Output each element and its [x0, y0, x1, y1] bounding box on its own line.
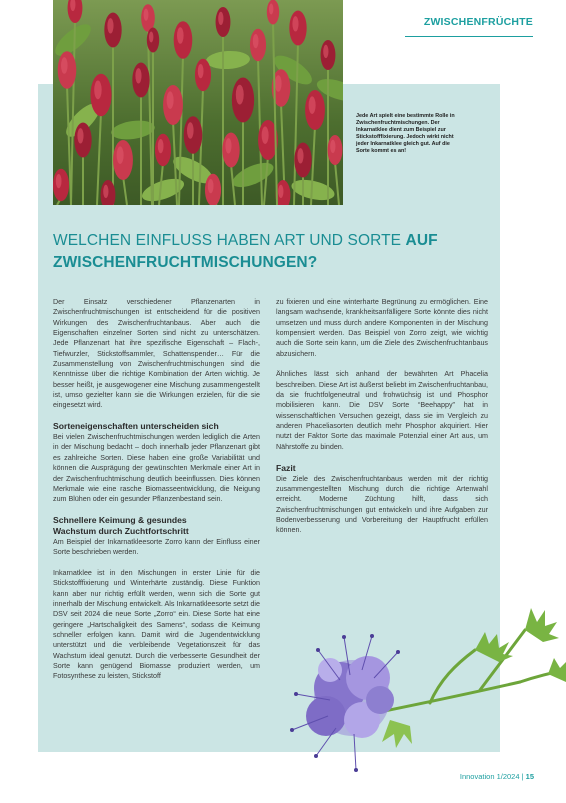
- clover-flower-highlight: [149, 32, 153, 43]
- clover-flower-highlight: [144, 9, 149, 21]
- phacelia-illustration: [270, 570, 566, 798]
- phacelia-leaves: [382, 608, 566, 748]
- clover-flower-highlight: [177, 27, 184, 44]
- paragraph-fazit: Die Ziele des Zwischenfruchtanbaus werden mit der richtig zusammengestellten Mischung durch die richtige Artenwahl erreicht. Moderne Züchtung hilft, dass sich Zwischenfruchtmischungen gut entwickeln und ihre Aufgaben zur Bodenverbesserung und Vorbereitung der Hauptfrucht erfüllen können.: [276, 474, 488, 535]
- paragraph-winterhart: zu fixieren und eine winterharte Begrünung zu ermöglichen. Eine langsam wachsende, krankheitsanfälligere Sorte könnte dies nicht umsetzen und muss durch andere Komponenten in der Mischung kompensiert werden. Das Beispiel von Zorro zeigt, wie wichtig auch die Sorte sein kann, um die Ziele des Zwischenfruchtanbaus abzusichern.: [276, 298, 488, 358]
- clover-flower-highlight: [330, 140, 335, 153]
- publication-name: Innovation 1/2024: [459, 772, 520, 781]
- article-headline: [53, 230, 473, 274]
- section-label: ZWISCHENFRÜCHTE: [423, 16, 533, 28]
- clover-flower-highlight: [208, 179, 214, 193]
- clover-flower-highlight: [269, 4, 273, 15]
- paragraph-zorro-intro: Am Beispiel der Inkarnatkleesorte Zorro kann der Einfluss einer Sorte beschrieben werden.: [53, 537, 260, 557]
- clover-flower-highlight: [198, 64, 204, 78]
- clover-flower-highlight: [323, 45, 328, 58]
- clover-flower-highlight: [218, 12, 223, 25]
- clover-stem: [335, 162, 339, 205]
- clover-flower-highlight: [56, 174, 62, 188]
- clover-flower-highlight: [94, 81, 101, 100]
- clover-stem: [97, 112, 101, 205]
- subheading-fazit: Fazit: [276, 462, 296, 473]
- clover-flower-highlight: [61, 57, 68, 74]
- clover-flower-highlight: [135, 68, 141, 83]
- clover-flower-highlight: [107, 18, 113, 33]
- clover-flower-highlight: [297, 148, 303, 163]
- clover-flower-highlight: [77, 128, 83, 143]
- section-divider: [405, 36, 533, 37]
- clover-flower-highlight: [167, 91, 174, 109]
- page-number: 15: [525, 772, 534, 781]
- page-footer: [460, 772, 534, 781]
- clover-flower-highlight: [225, 138, 231, 153]
- headline-regular: WELCHEN EINFLUSS HABEN ART UND SORTE: [53, 232, 406, 249]
- photo-caption: Jede Art spielt eine bestimmte Rolle in Zwischenfruchtmischungen. Der Inkarnatklee dient zum Beispiel zur Stickstofffixierung. Jedoch wirkt nicht jeder Inkarnatklee gleich gut. Auf die Sorte kommt es an!: [356, 113, 455, 155]
- subheading-sorteneigenschaften: Sorteneigenschaften unterscheiden sich: [53, 421, 219, 432]
- clover-flower-head: [267, 0, 279, 25]
- footer-separator: |: [521, 772, 524, 781]
- clover-flower-highlight: [292, 16, 298, 31]
- right-column: [276, 297, 488, 536]
- clover-flower-highlight: [309, 96, 316, 114]
- clover-stem: [148, 29, 152, 205]
- intro-paragraph: Der Einsatz verschiedener Pflanzenarten in Zwischenfruchtmischungen ist entscheidend für die positiven Wirkungen des Zwischenfruchtanbaus. Aber auch die Eigenschaften einzelner Sorten sind nicht zu unterschätzen. Jede Pflanzenart hat ihre spezifische Eigenschaft – Flach-, Tiefwurzler, Stickstoffsammler, Schattenspender… Für die Zusammenstellung von Zwischenfruchtmischungen sind die Kenntnisse über die richtige Kombination der Arten wichtig. Je besser heißt, je ausgewogener eine Mischung zusammengestellt ist, umso gezielter kann sie die Wirkungen erzielen, für die sie eingesetzt wird.: [53, 298, 260, 410]
- clover-flower-highlight: [275, 75, 282, 92]
- clover-flower-highlight: [236, 85, 244, 105]
- headline-bold: AUF ZWISCHENFRUCHTMISCHUNGEN?: [53, 232, 438, 271]
- clover-photo: [53, 0, 343, 205]
- clover-stem: [123, 176, 127, 205]
- clover-leaf: [206, 50, 251, 70]
- clover-flower-highlight: [262, 126, 269, 144]
- paragraph-sorteneigenschaften: Bei vielen Zwischenfruchtmischungen werden lediglich die Arten in der Mischung bedacht – doch innerhalb jeder Pflanzenart gibt es zahlreiche Sorten. Diese haben eine große Variabilität und können die Ausprägung der gewünschten Merkmale einer Art in der Zwischenfruchtmischung deutlich beeinflussen. Dies können Merkmale wie eine rasche Biomasseentwicklung, die Neigung zum Blühen oder ein gesunder Pflanzenbestand sein.: [53, 433, 260, 504]
- left-column: [53, 297, 260, 682]
- clover-flower-highlight: [103, 185, 108, 198]
- clover-flower-highlight: [278, 185, 283, 198]
- paragraph-phacelia: Ähnliches lässt sich anhand der bewährten Art Phacelia beschreiben. Diese Art ist äußerst beliebt im Zwischenfruchtanbau, da sie fruchtfolgeneutral und frohwüchsig ist und Phosphor mobilisieren kann. Die DSV Sorte “Beehappy” hat in wissenschaftlichen Versuchen gezeigt, dass sie im Vergleich zu anderen Phaceliasorten deutlich mehr Phosphor akquiriert. Hier nutzt der Faktor Sorte das maximale Potenzial einer Art aus, um Nährstoffe zu binden.: [276, 370, 488, 451]
- paragraph-inkarnatklee: Inkarnatklee ist in den Mischungen in erster Linie für die Stickstofffixierung und Winterhärte zuständig. Diese Funktion kann aber nur richtig erfüllt werden, wenn sich die Sorte gut innerhalb der Mischung entwickelt. Als Inkarnatkleesorte setzt die DSV seit 2024 die neue Sorte „Zorro“ ein. Diese Sorte hat eine geringere „Hartschaligkeit des Samens“, sodass die Keimung schneller erfolgen kann. Damit wird die Jugendentwicklung unterstützt und die verbleibende Vegetationszeit für das Wachstum ideal genutzt. Durch die verbesserte Gesundheit der Sorte kann genügend Biomasse produziert werden, um Fotosynthese zu leisten, Stickstoff: [53, 568, 260, 681]
- clover-flower-highlight: [187, 122, 194, 139]
- clover-flower-highlight: [117, 146, 124, 164]
- subheading-keimung-line2: Wachstum durch Zuchtfortschritt: [53, 525, 189, 536]
- subheading-keimung-line1: Schnellere Keimung & gesundes: [53, 514, 187, 525]
- clover-flower-highlight: [253, 34, 259, 48]
- clover-stem: [273, 22, 277, 205]
- clover-flower-highlight: [158, 139, 164, 153]
- phacelia-flower-head: [306, 656, 394, 738]
